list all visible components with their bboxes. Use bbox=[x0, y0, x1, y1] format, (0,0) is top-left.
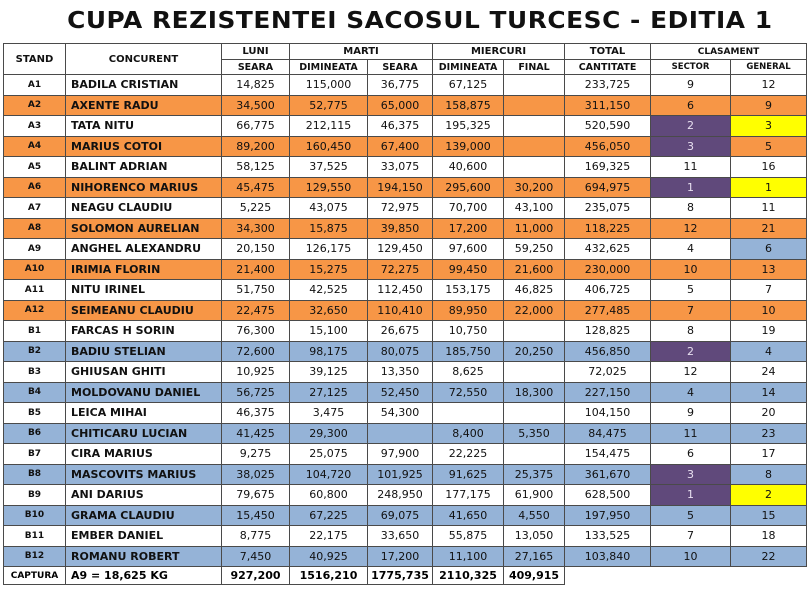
captura-label: CAPTURA bbox=[4, 567, 66, 585]
concurent-cell: BALINT ADRIAN bbox=[66, 157, 222, 178]
stand-cell: B4 bbox=[4, 382, 66, 403]
marti-seara-cell: 17,200 bbox=[368, 546, 433, 567]
general-rank-cell: 9 bbox=[731, 95, 807, 116]
sector-rank-cell: 11 bbox=[651, 157, 731, 178]
total-cantitate-cell: 128,825 bbox=[565, 321, 651, 342]
miercuri-dimineata-cell: 8,400 bbox=[433, 423, 504, 444]
concurent-cell: FARCAS H SORIN bbox=[66, 321, 222, 342]
marti-seara-cell: 129,450 bbox=[368, 239, 433, 260]
stand-cell: A12 bbox=[4, 300, 66, 321]
miercuri-final-cell: 46,825 bbox=[504, 280, 565, 301]
marti-seara-cell: 67,400 bbox=[368, 136, 433, 157]
concurent-cell: AXENTE RADU bbox=[66, 95, 222, 116]
stand-cell: A4 bbox=[4, 136, 66, 157]
miercuri-final-cell: 20,250 bbox=[504, 341, 565, 362]
table-row bbox=[4, 341, 807, 362]
concurent-cell: TATA NITU bbox=[66, 116, 222, 137]
marti-dimineata-cell: 160,450 bbox=[290, 136, 368, 157]
concurent-cell: BADILA CRISTIAN bbox=[66, 75, 222, 96]
sum-marti-seara: 1775,735 bbox=[368, 567, 433, 585]
marti-seara-cell: 39,850 bbox=[368, 218, 433, 239]
stand-cell: B2 bbox=[4, 341, 66, 362]
miercuri-dimineata-cell: 72,550 bbox=[433, 382, 504, 403]
general-rank-cell: 4 bbox=[731, 341, 807, 362]
concurent-cell: CIRA MARIUS bbox=[66, 444, 222, 465]
total-cantitate-cell: 277,485 bbox=[565, 300, 651, 321]
table-row bbox=[4, 526, 807, 547]
miercuri-final-cell: 30,200 bbox=[504, 177, 565, 198]
luni-seara-cell: 22,475 bbox=[222, 300, 290, 321]
marti-dimineata-cell: 15,100 bbox=[290, 321, 368, 342]
sector-rank-cell: 12 bbox=[651, 362, 731, 383]
marti-seara-cell: 248,950 bbox=[368, 485, 433, 506]
sector-rank-cell: 6 bbox=[651, 95, 731, 116]
miercuri-final-cell bbox=[504, 403, 565, 424]
marti-seara-cell: 112,450 bbox=[368, 280, 433, 301]
miercuri-final-cell: 43,100 bbox=[504, 198, 565, 219]
marti-dimineata-cell: 29,300 bbox=[290, 423, 368, 444]
table-row bbox=[4, 116, 807, 137]
miercuri-dimineata-cell: 55,875 bbox=[433, 526, 504, 547]
concurent-cell: MOLDOVANU DANIEL bbox=[66, 382, 222, 403]
luni-seara-cell: 21,400 bbox=[222, 259, 290, 280]
total-cantitate-cell: 235,075 bbox=[565, 198, 651, 219]
concurent-cell: MASCOVITS MARIUS bbox=[66, 464, 222, 485]
header-miercuri-dimineata: DIMINEATA bbox=[433, 60, 504, 75]
miercuri-final-cell: 25,375 bbox=[504, 464, 565, 485]
concurent-cell: GHIUSAN GHITI bbox=[66, 362, 222, 383]
stand-cell: A5 bbox=[4, 157, 66, 178]
table-row bbox=[4, 198, 807, 219]
luni-seara-cell: 72,600 bbox=[222, 341, 290, 362]
marti-dimineata-cell: 40,925 bbox=[290, 546, 368, 567]
sector-rank-cell: 9 bbox=[651, 403, 731, 424]
stand-cell: A6 bbox=[4, 177, 66, 198]
header-miercuri-final: FINAL bbox=[504, 60, 565, 75]
miercuri-dimineata-cell: 17,200 bbox=[433, 218, 504, 239]
table-row bbox=[4, 280, 807, 301]
table-row bbox=[4, 444, 807, 465]
marti-seara-cell: 194,150 bbox=[368, 177, 433, 198]
concurent-cell: ANI DARIUS bbox=[66, 485, 222, 506]
luni-seara-cell: 15,450 bbox=[222, 505, 290, 526]
header-miercuri: MIERCURI bbox=[433, 44, 565, 60]
sector-rank-cell: 10 bbox=[651, 259, 731, 280]
luni-seara-cell: 5,225 bbox=[222, 198, 290, 219]
total-cantitate-cell: 361,670 bbox=[565, 464, 651, 485]
general-rank-cell: 8 bbox=[731, 464, 807, 485]
luni-seara-cell: 45,475 bbox=[222, 177, 290, 198]
miercuri-dimineata-cell: 41,650 bbox=[433, 505, 504, 526]
luni-seara-cell: 7,450 bbox=[222, 546, 290, 567]
marti-dimineata-cell: 126,175 bbox=[290, 239, 368, 260]
stand-cell: A9 bbox=[4, 239, 66, 260]
footer-empty bbox=[651, 567, 731, 585]
concurent-cell: IRIMIA FLORIN bbox=[66, 259, 222, 280]
stand-cell: B10 bbox=[4, 505, 66, 526]
miercuri-final-cell bbox=[504, 321, 565, 342]
sector-rank-cell: 12 bbox=[651, 218, 731, 239]
table-row bbox=[4, 177, 807, 198]
marti-seara-cell: 54,300 bbox=[368, 403, 433, 424]
marti-dimineata-cell: 25,075 bbox=[290, 444, 368, 465]
general-rank-cell: 6 bbox=[731, 239, 807, 260]
marti-dimineata-cell: 129,550 bbox=[290, 177, 368, 198]
marti-dimineata-cell: 39,125 bbox=[290, 362, 368, 383]
stand-cell: A1 bbox=[4, 75, 66, 96]
total-cantitate-cell: 118,225 bbox=[565, 218, 651, 239]
concurent-cell: NEAGU CLAUDIU bbox=[66, 198, 222, 219]
table-body bbox=[4, 75, 807, 567]
marti-dimineata-cell: 212,115 bbox=[290, 116, 368, 137]
general-rank-cell: 23 bbox=[731, 423, 807, 444]
marti-dimineata-cell: 32,650 bbox=[290, 300, 368, 321]
table-row bbox=[4, 157, 807, 178]
miercuri-final-cell: 22,000 bbox=[504, 300, 565, 321]
stand-cell: B11 bbox=[4, 526, 66, 547]
marti-seara-cell: 97,900 bbox=[368, 444, 433, 465]
marti-dimineata-cell: 3,475 bbox=[290, 403, 368, 424]
footer-empty bbox=[565, 567, 651, 585]
luni-seara-cell: 51,750 bbox=[222, 280, 290, 301]
marti-dimineata-cell: 22,175 bbox=[290, 526, 368, 547]
sector-rank-cell: 10 bbox=[651, 546, 731, 567]
table-row bbox=[4, 136, 807, 157]
general-rank-cell: 17 bbox=[731, 444, 807, 465]
luni-seara-cell: 34,300 bbox=[222, 218, 290, 239]
general-rank-cell: 13 bbox=[731, 259, 807, 280]
stand-cell: B5 bbox=[4, 403, 66, 424]
luni-seara-cell: 10,925 bbox=[222, 362, 290, 383]
total-cantitate-cell: 104,150 bbox=[565, 403, 651, 424]
sector-rank-cell: 4 bbox=[651, 382, 731, 403]
miercuri-dimineata-cell: 67,125 bbox=[433, 75, 504, 96]
marti-seara-cell: 36,775 bbox=[368, 75, 433, 96]
miercuri-dimineata-cell: 11,100 bbox=[433, 546, 504, 567]
sector-rank-cell: 3 bbox=[651, 136, 731, 157]
luni-seara-cell: 46,375 bbox=[222, 403, 290, 424]
miercuri-final-cell: 61,900 bbox=[504, 485, 565, 506]
general-rank-cell: 19 bbox=[731, 321, 807, 342]
miercuri-dimineata-cell: 8,625 bbox=[433, 362, 504, 383]
miercuri-dimineata-cell: 91,625 bbox=[433, 464, 504, 485]
stand-cell: B3 bbox=[4, 362, 66, 383]
sector-rank-cell: 8 bbox=[651, 321, 731, 342]
miercuri-dimineata-cell: 10,750 bbox=[433, 321, 504, 342]
total-cantitate-cell: 72,025 bbox=[565, 362, 651, 383]
stand-cell: A10 bbox=[4, 259, 66, 280]
miercuri-dimineata-cell: 185,750 bbox=[433, 341, 504, 362]
stand-cell: A2 bbox=[4, 95, 66, 116]
header-cantitate: CANTITATE bbox=[565, 60, 651, 75]
table-row bbox=[4, 403, 807, 424]
miercuri-final-cell: 11,000 bbox=[504, 218, 565, 239]
table-row bbox=[4, 239, 807, 260]
miercuri-final-cell bbox=[504, 75, 565, 96]
concurent-cell: NIHORENCO MARIUS bbox=[66, 177, 222, 198]
total-cantitate-cell: 456,050 bbox=[565, 136, 651, 157]
total-cantitate-cell: 227,150 bbox=[565, 382, 651, 403]
header-luni: LUNI bbox=[222, 44, 290, 60]
concurent-cell: SEIMEANU CLAUDIU bbox=[66, 300, 222, 321]
table-row bbox=[4, 259, 807, 280]
table-row bbox=[4, 75, 807, 96]
stand-cell: B9 bbox=[4, 485, 66, 506]
stand-cell: A7 bbox=[4, 198, 66, 219]
general-rank-cell: 7 bbox=[731, 280, 807, 301]
stand-cell: B8 bbox=[4, 464, 66, 485]
luni-seara-cell: 56,725 bbox=[222, 382, 290, 403]
miercuri-final-cell bbox=[504, 444, 565, 465]
table-row bbox=[4, 300, 807, 321]
concurent-cell: LEICA MIHAI bbox=[66, 403, 222, 424]
concurent-cell: ROMANU ROBERT bbox=[66, 546, 222, 567]
sector-rank-cell: 2 bbox=[651, 341, 731, 362]
table-row bbox=[4, 464, 807, 485]
miercuri-final-cell: 27,165 bbox=[504, 546, 565, 567]
marti-seara-cell: 72,975 bbox=[368, 198, 433, 219]
concurent-cell: BADIU STELIAN bbox=[66, 341, 222, 362]
general-rank-cell: 12 bbox=[731, 75, 807, 96]
miercuri-dimineata-cell: 295,600 bbox=[433, 177, 504, 198]
marti-seara-cell: 13,350 bbox=[368, 362, 433, 383]
general-rank-cell: 20 bbox=[731, 403, 807, 424]
miercuri-final-cell bbox=[504, 136, 565, 157]
miercuri-dimineata-cell: 177,175 bbox=[433, 485, 504, 506]
sector-rank-cell: 8 bbox=[651, 198, 731, 219]
general-rank-cell: 16 bbox=[731, 157, 807, 178]
total-cantitate-cell: 103,840 bbox=[565, 546, 651, 567]
sector-rank-cell: 1 bbox=[651, 177, 731, 198]
general-rank-cell: 21 bbox=[731, 218, 807, 239]
marti-dimineata-cell: 15,875 bbox=[290, 218, 368, 239]
marti-seara-cell: 72,275 bbox=[368, 259, 433, 280]
stand-cell: A11 bbox=[4, 280, 66, 301]
luni-seara-cell: 14,825 bbox=[222, 75, 290, 96]
general-rank-cell: 22 bbox=[731, 546, 807, 567]
miercuri-final-cell bbox=[504, 362, 565, 383]
stand-cell: B12 bbox=[4, 546, 66, 567]
table-row bbox=[4, 485, 807, 506]
miercuri-final-cell: 21,600 bbox=[504, 259, 565, 280]
miercuri-final-cell: 4,550 bbox=[504, 505, 565, 526]
concurent-cell: NITU IRINEL bbox=[66, 280, 222, 301]
sector-rank-cell: 1 bbox=[651, 485, 731, 506]
general-rank-cell: 3 bbox=[731, 116, 807, 137]
footer-empty bbox=[731, 567, 807, 585]
table-row bbox=[4, 423, 807, 444]
luni-seara-cell: 34,500 bbox=[222, 95, 290, 116]
miercuri-dimineata-cell: 139,000 bbox=[433, 136, 504, 157]
marti-dimineata-cell: 37,525 bbox=[290, 157, 368, 178]
table-row bbox=[4, 362, 807, 383]
total-cantitate-cell: 133,525 bbox=[565, 526, 651, 547]
luni-seara-cell: 41,425 bbox=[222, 423, 290, 444]
concurent-cell: GRAMA CLAUDIU bbox=[66, 505, 222, 526]
miercuri-dimineata-cell: 70,700 bbox=[433, 198, 504, 219]
sector-rank-cell: 3 bbox=[651, 464, 731, 485]
miercuri-final-cell: 59,250 bbox=[504, 239, 565, 260]
marti-seara-cell: 110,410 bbox=[368, 300, 433, 321]
sector-rank-cell: 5 bbox=[651, 280, 731, 301]
general-rank-cell: 15 bbox=[731, 505, 807, 526]
sector-rank-cell: 9 bbox=[651, 75, 731, 96]
luni-seara-cell: 20,150 bbox=[222, 239, 290, 260]
total-cantitate-cell: 628,500 bbox=[565, 485, 651, 506]
sector-rank-cell: 7 bbox=[651, 300, 731, 321]
total-cantitate-cell: 233,725 bbox=[565, 75, 651, 96]
marti-seara-cell: 52,450 bbox=[368, 382, 433, 403]
table-row bbox=[4, 321, 807, 342]
general-rank-cell: 1 bbox=[731, 177, 807, 198]
marti-seara-cell: 65,000 bbox=[368, 95, 433, 116]
marti-dimineata-cell: 67,225 bbox=[290, 505, 368, 526]
marti-dimineata-cell: 27,125 bbox=[290, 382, 368, 403]
marti-seara-cell: 80,075 bbox=[368, 341, 433, 362]
miercuri-dimineata-cell: 97,600 bbox=[433, 239, 504, 260]
miercuri-final-cell bbox=[504, 95, 565, 116]
total-cantitate-cell: 169,325 bbox=[565, 157, 651, 178]
sector-rank-cell: 6 bbox=[651, 444, 731, 465]
miercuri-dimineata-cell: 153,175 bbox=[433, 280, 504, 301]
marti-dimineata-cell: 104,720 bbox=[290, 464, 368, 485]
concurent-cell: SOLOMON AURELIAN bbox=[66, 218, 222, 239]
general-rank-cell: 2 bbox=[731, 485, 807, 506]
stand-cell: A3 bbox=[4, 116, 66, 137]
marti-seara-cell bbox=[368, 423, 433, 444]
luni-seara-cell: 79,675 bbox=[222, 485, 290, 506]
general-rank-cell: 14 bbox=[731, 382, 807, 403]
general-rank-cell: 18 bbox=[731, 526, 807, 547]
sector-rank-cell: 5 bbox=[651, 505, 731, 526]
total-cantitate-cell: 230,000 bbox=[565, 259, 651, 280]
total-cantitate-cell: 694,975 bbox=[565, 177, 651, 198]
miercuri-final-cell bbox=[504, 157, 565, 178]
header-total: TOTAL bbox=[565, 44, 651, 60]
captura-row bbox=[4, 567, 807, 585]
luni-seara-cell: 8,775 bbox=[222, 526, 290, 547]
concurent-cell: EMBER DANIEL bbox=[66, 526, 222, 547]
miercuri-dimineata-cell: 89,950 bbox=[433, 300, 504, 321]
luni-seara-cell: 58,125 bbox=[222, 157, 290, 178]
header-sector: SECTOR bbox=[651, 60, 731, 75]
general-rank-cell: 11 bbox=[731, 198, 807, 219]
marti-dimineata-cell: 43,075 bbox=[290, 198, 368, 219]
table-row bbox=[4, 505, 807, 526]
sector-rank-cell: 11 bbox=[651, 423, 731, 444]
table-row bbox=[4, 218, 807, 239]
stand-cell: B7 bbox=[4, 444, 66, 465]
luni-seara-cell: 38,025 bbox=[222, 464, 290, 485]
marti-dimineata-cell: 115,000 bbox=[290, 75, 368, 96]
page-title bbox=[0, 0, 807, 42]
stand-cell: B6 bbox=[4, 423, 66, 444]
miercuri-dimineata-cell: 195,325 bbox=[433, 116, 504, 137]
miercuri-final-cell bbox=[504, 116, 565, 137]
miercuri-dimineata-cell: 22,225 bbox=[433, 444, 504, 465]
miercuri-dimineata-cell: 40,600 bbox=[433, 157, 504, 178]
total-cantitate-cell: 456,850 bbox=[565, 341, 651, 362]
marti-dimineata-cell: 52,775 bbox=[290, 95, 368, 116]
marti-seara-cell: 46,375 bbox=[368, 116, 433, 137]
miercuri-final-cell: 5,350 bbox=[504, 423, 565, 444]
sum-miercuri-dimineata: 2110,325 bbox=[433, 567, 504, 585]
header-marti-dimineata: DIMINEATA bbox=[290, 60, 368, 75]
header-concurent: CONCURENT bbox=[66, 44, 222, 75]
header-stand: STAND bbox=[4, 44, 66, 75]
marti-seara-cell: 33,075 bbox=[368, 157, 433, 178]
miercuri-dimineata-cell: 99,450 bbox=[433, 259, 504, 280]
concurent-cell: CHITICARU LUCIAN bbox=[66, 423, 222, 444]
miercuri-dimineata-cell: 158,875 bbox=[433, 95, 504, 116]
miercuri-dimineata-cell bbox=[433, 403, 504, 424]
marti-seara-cell: 101,925 bbox=[368, 464, 433, 485]
table-row bbox=[4, 382, 807, 403]
total-cantitate-cell: 520,590 bbox=[565, 116, 651, 137]
stand-cell: A8 bbox=[4, 218, 66, 239]
sector-rank-cell: 7 bbox=[651, 526, 731, 547]
title-text: CUPA REZISTENTEI SACOSUL TURCESC - EDITIA 1 bbox=[66, 8, 773, 34]
miercuri-final-cell: 13,050 bbox=[504, 526, 565, 547]
sum-luni-seara: 927,200 bbox=[222, 567, 290, 585]
general-rank-cell: 5 bbox=[731, 136, 807, 157]
general-rank-cell: 10 bbox=[731, 300, 807, 321]
table-row bbox=[4, 95, 807, 116]
header-marti: MARTI bbox=[290, 44, 433, 60]
general-rank-cell: 24 bbox=[731, 362, 807, 383]
captura-text: A9 = 18,625 KG bbox=[66, 567, 222, 585]
header-general: GENERAL bbox=[731, 60, 807, 75]
marti-dimineata-cell: 42,525 bbox=[290, 280, 368, 301]
results-table bbox=[3, 43, 807, 585]
luni-seara-cell: 9,275 bbox=[222, 444, 290, 465]
luni-seara-cell: 66,775 bbox=[222, 116, 290, 137]
header-marti-seara: SEARA bbox=[368, 60, 433, 75]
marti-seara-cell: 33,650 bbox=[368, 526, 433, 547]
total-cantitate-cell: 432,625 bbox=[565, 239, 651, 260]
concurent-cell: ANGHEL ALEXANDRU bbox=[66, 239, 222, 260]
total-cantitate-cell: 84,475 bbox=[565, 423, 651, 444]
sum-marti-dimineata: 1516,210 bbox=[290, 567, 368, 585]
luni-seara-cell: 89,200 bbox=[222, 136, 290, 157]
table-row bbox=[4, 546, 807, 567]
total-cantitate-cell: 311,150 bbox=[565, 95, 651, 116]
header-clasament: CLASAMENT bbox=[651, 44, 807, 60]
marti-dimineata-cell: 15,275 bbox=[290, 259, 368, 280]
luni-seara-cell: 76,300 bbox=[222, 321, 290, 342]
marti-seara-cell: 26,675 bbox=[368, 321, 433, 342]
total-cantitate-cell: 154,475 bbox=[565, 444, 651, 465]
stand-cell: B1 bbox=[4, 321, 66, 342]
sum-miercuri-final: 409,915 bbox=[504, 567, 565, 585]
total-cantitate-cell: 406,725 bbox=[565, 280, 651, 301]
header-luni-seara: SEARA bbox=[222, 60, 290, 75]
sector-rank-cell: 2 bbox=[651, 116, 731, 137]
concurent-cell: MARIUS COTOI bbox=[66, 136, 222, 157]
marti-seara-cell: 69,075 bbox=[368, 505, 433, 526]
marti-dimineata-cell: 98,175 bbox=[290, 341, 368, 362]
marti-dimineata-cell: 60,800 bbox=[290, 485, 368, 506]
miercuri-final-cell: 18,300 bbox=[504, 382, 565, 403]
sector-rank-cell: 4 bbox=[651, 239, 731, 260]
total-cantitate-cell: 197,950 bbox=[565, 505, 651, 526]
